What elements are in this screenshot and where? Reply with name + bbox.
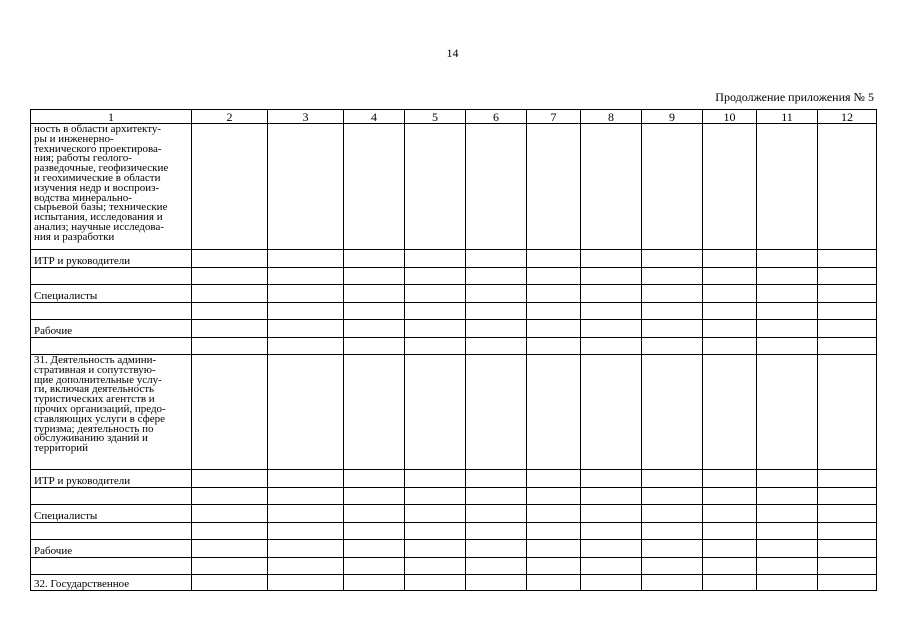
table-cell	[581, 505, 642, 523]
table-cell	[581, 488, 642, 505]
table-cell	[527, 523, 581, 540]
blank-label	[31, 268, 192, 285]
header-row	[31, 110, 877, 124]
table-cell	[642, 575, 703, 591]
table-cell	[527, 303, 581, 320]
table-cell	[527, 488, 581, 505]
table-cell	[405, 355, 466, 470]
table-cell	[192, 575, 268, 591]
column-header: 9	[642, 110, 703, 124]
table-cell	[703, 338, 757, 355]
column-header: 10	[703, 110, 757, 124]
table-cell	[818, 505, 877, 523]
table-cell	[581, 124, 642, 250]
table-cell	[581, 575, 642, 591]
table-cell	[466, 250, 527, 268]
table-cell	[344, 540, 405, 558]
table-cell	[268, 320, 344, 338]
column-header: 4	[344, 110, 405, 124]
table-cell	[757, 470, 818, 488]
table-cell	[818, 488, 877, 505]
table-cell	[192, 558, 268, 575]
table-row	[31, 558, 877, 575]
table-cell	[268, 558, 344, 575]
table-cell	[344, 488, 405, 505]
column-header: 8	[581, 110, 642, 124]
table-cell	[757, 523, 818, 540]
table-cell	[192, 540, 268, 558]
table-cell	[344, 338, 405, 355]
table-cell	[405, 558, 466, 575]
column-header: 12	[818, 110, 877, 124]
table-cell	[703, 540, 757, 558]
column-header: 6	[466, 110, 527, 124]
table-row	[31, 523, 877, 540]
table-cell	[757, 338, 818, 355]
table-cell	[642, 320, 703, 338]
table-cell	[192, 268, 268, 285]
table-cell	[192, 338, 268, 355]
table-cell	[268, 338, 344, 355]
table-cell	[703, 523, 757, 540]
table-cell	[818, 575, 877, 591]
table-cell	[268, 285, 344, 303]
table-cell	[703, 575, 757, 591]
table-cell	[466, 285, 527, 303]
table-cell	[466, 320, 527, 338]
table-cell	[757, 303, 818, 320]
table-cell	[703, 505, 757, 523]
table-cell	[192, 488, 268, 505]
table-row	[31, 355, 877, 470]
category-label: ность в области архитекту- ры и инженерно- технического проектирова- ния; работы геолого- разведочные, геофизические и геохимические в области изучения недр и воспроиз- водства минерально- сырьевой базы; технические испытания, исследования и анализ; научные исследова- ния и разработки	[31, 124, 192, 250]
table-cell	[268, 250, 344, 268]
table-cell	[757, 540, 818, 558]
table-cell	[268, 355, 344, 470]
row-label: Специалисты	[31, 285, 192, 303]
table-cell	[703, 320, 757, 338]
table-cell	[642, 540, 703, 558]
table-cell	[192, 320, 268, 338]
table-cell	[192, 124, 268, 250]
column-header: 11	[757, 110, 818, 124]
table-cell	[757, 320, 818, 338]
page-number: 14	[446, 46, 459, 60]
column-header: 7	[527, 110, 581, 124]
table-cell	[344, 303, 405, 320]
row-label: Рабочие	[31, 320, 192, 338]
table-row	[31, 470, 877, 488]
table-cell	[818, 285, 877, 303]
table-cell	[344, 320, 405, 338]
table-row	[31, 268, 877, 285]
table-cell	[703, 303, 757, 320]
table-cell	[192, 355, 268, 470]
continuation-note: Продолжение приложения № 5	[715, 90, 874, 104]
table-cell	[405, 523, 466, 540]
table-cell	[703, 268, 757, 285]
table-cell	[642, 355, 703, 470]
table-cell	[405, 285, 466, 303]
blank-label	[31, 303, 192, 320]
table-cell	[192, 505, 268, 523]
table-row	[31, 488, 877, 505]
table-cell	[192, 285, 268, 303]
table-cell	[527, 505, 581, 523]
table-cell	[757, 505, 818, 523]
table-cell	[344, 124, 405, 250]
table-cell	[581, 303, 642, 320]
blank-label	[31, 523, 192, 540]
table-cell	[818, 320, 877, 338]
table-cell	[405, 268, 466, 285]
table-cell	[642, 558, 703, 575]
table-cell	[527, 558, 581, 575]
table-cell	[757, 355, 818, 470]
table-cell	[527, 470, 581, 488]
table-cell	[703, 124, 757, 250]
table-cell	[405, 488, 466, 505]
table-cell	[581, 250, 642, 268]
table-cell	[466, 575, 527, 591]
table-row	[31, 124, 877, 250]
table-cell	[642, 124, 703, 250]
table-cell	[581, 558, 642, 575]
table-cell	[527, 268, 581, 285]
table-cell	[192, 250, 268, 268]
row-label: 32. Государственное	[31, 575, 192, 591]
table-row	[31, 338, 877, 355]
table-cell	[527, 338, 581, 355]
table-cell	[405, 540, 466, 558]
column-header: 1	[31, 110, 192, 124]
table-cell	[466, 488, 527, 505]
table-cell	[642, 505, 703, 523]
table-cell	[466, 470, 527, 488]
table-cell	[344, 355, 405, 470]
table-cell	[703, 558, 757, 575]
table-cell	[466, 355, 527, 470]
table-cell	[268, 303, 344, 320]
table-cell	[405, 320, 466, 338]
table-cell	[405, 338, 466, 355]
table-cell	[581, 470, 642, 488]
table-cell	[405, 575, 466, 591]
table-cell	[757, 250, 818, 268]
table-cell	[268, 523, 344, 540]
table-cell	[268, 540, 344, 558]
table-cell	[818, 523, 877, 540]
row-label: ИТР и руководители	[31, 470, 192, 488]
table-cell	[466, 338, 527, 355]
data-table	[30, 109, 877, 591]
table-cell	[642, 470, 703, 488]
table-cell	[818, 470, 877, 488]
column-header: 2	[192, 110, 268, 124]
table-cell	[344, 523, 405, 540]
table-cell	[344, 505, 405, 523]
table-cell	[268, 268, 344, 285]
table-cell	[405, 303, 466, 320]
table-cell	[757, 558, 818, 575]
table-cell	[192, 523, 268, 540]
table-cell	[581, 320, 642, 338]
table-cell	[268, 575, 344, 591]
table-cell	[466, 505, 527, 523]
table-row	[31, 285, 877, 303]
table-cell	[581, 540, 642, 558]
table-cell	[818, 268, 877, 285]
column-header: 5	[405, 110, 466, 124]
table-cell	[581, 285, 642, 303]
blank-label	[31, 338, 192, 355]
table-row	[31, 250, 877, 268]
table-row	[31, 540, 877, 558]
table-cell	[466, 558, 527, 575]
table-cell	[268, 505, 344, 523]
table-cell	[818, 540, 877, 558]
row-label: Рабочие	[31, 540, 192, 558]
table-cell	[642, 268, 703, 285]
table-cell	[344, 250, 405, 268]
table-cell	[527, 320, 581, 338]
table-cell	[642, 488, 703, 505]
table-cell	[581, 338, 642, 355]
table-cell	[703, 488, 757, 505]
table-cell	[642, 303, 703, 320]
table-cell	[527, 540, 581, 558]
table-cell	[757, 575, 818, 591]
table-cell	[818, 124, 877, 250]
table-cell	[344, 268, 405, 285]
table-cell	[703, 470, 757, 488]
table-row	[31, 575, 877, 591]
table-cell	[703, 250, 757, 268]
table-cell	[527, 124, 581, 250]
table-cell	[642, 285, 703, 303]
table-cell	[405, 505, 466, 523]
blank-label	[31, 558, 192, 575]
table-cell	[642, 523, 703, 540]
blank-label	[31, 488, 192, 505]
table-cell	[527, 285, 581, 303]
table-row	[31, 303, 877, 320]
table-cell	[344, 285, 405, 303]
table-cell	[344, 470, 405, 488]
table-cell	[703, 285, 757, 303]
table-cell	[757, 285, 818, 303]
table-cell	[527, 250, 581, 268]
table-cell	[405, 124, 466, 250]
table-cell	[466, 124, 527, 250]
table-cell	[268, 470, 344, 488]
table-cell	[818, 355, 877, 470]
table-cell	[466, 523, 527, 540]
table-cell	[818, 250, 877, 268]
column-header: 3	[268, 110, 344, 124]
table-cell	[818, 338, 877, 355]
table-cell	[527, 355, 581, 470]
table-cell	[757, 488, 818, 505]
table-cell	[581, 268, 642, 285]
table-cell	[818, 303, 877, 320]
table-cell	[466, 268, 527, 285]
table-cell	[268, 488, 344, 505]
table-cell	[581, 523, 642, 540]
table-cell	[466, 303, 527, 320]
table-cell	[642, 338, 703, 355]
table-cell	[405, 470, 466, 488]
table-row	[31, 320, 877, 338]
table-cell	[757, 124, 818, 250]
table-cell	[466, 540, 527, 558]
table-cell	[703, 355, 757, 470]
table-cell	[344, 558, 405, 575]
table-cell	[527, 575, 581, 591]
table-row	[31, 505, 877, 523]
table-cell	[268, 124, 344, 250]
table-cell	[344, 575, 405, 591]
table-cell	[642, 250, 703, 268]
table-cell	[818, 558, 877, 575]
table-cell	[581, 355, 642, 470]
row-label: Специалисты	[31, 505, 192, 523]
category-label: 31. Деятельность админи- стративная и сопутствую- щие дополнительные услу- ги, включая деятельность туристических агентств и прочих организаций, предо- ставляющих услуги в сфере туризма; деятельность по обслуживанию зданий и территорий	[31, 355, 192, 470]
table-cell	[192, 303, 268, 320]
row-label: ИТР и руководители	[31, 250, 192, 268]
table-cell	[192, 470, 268, 488]
table-cell	[757, 268, 818, 285]
table-cell	[405, 250, 466, 268]
